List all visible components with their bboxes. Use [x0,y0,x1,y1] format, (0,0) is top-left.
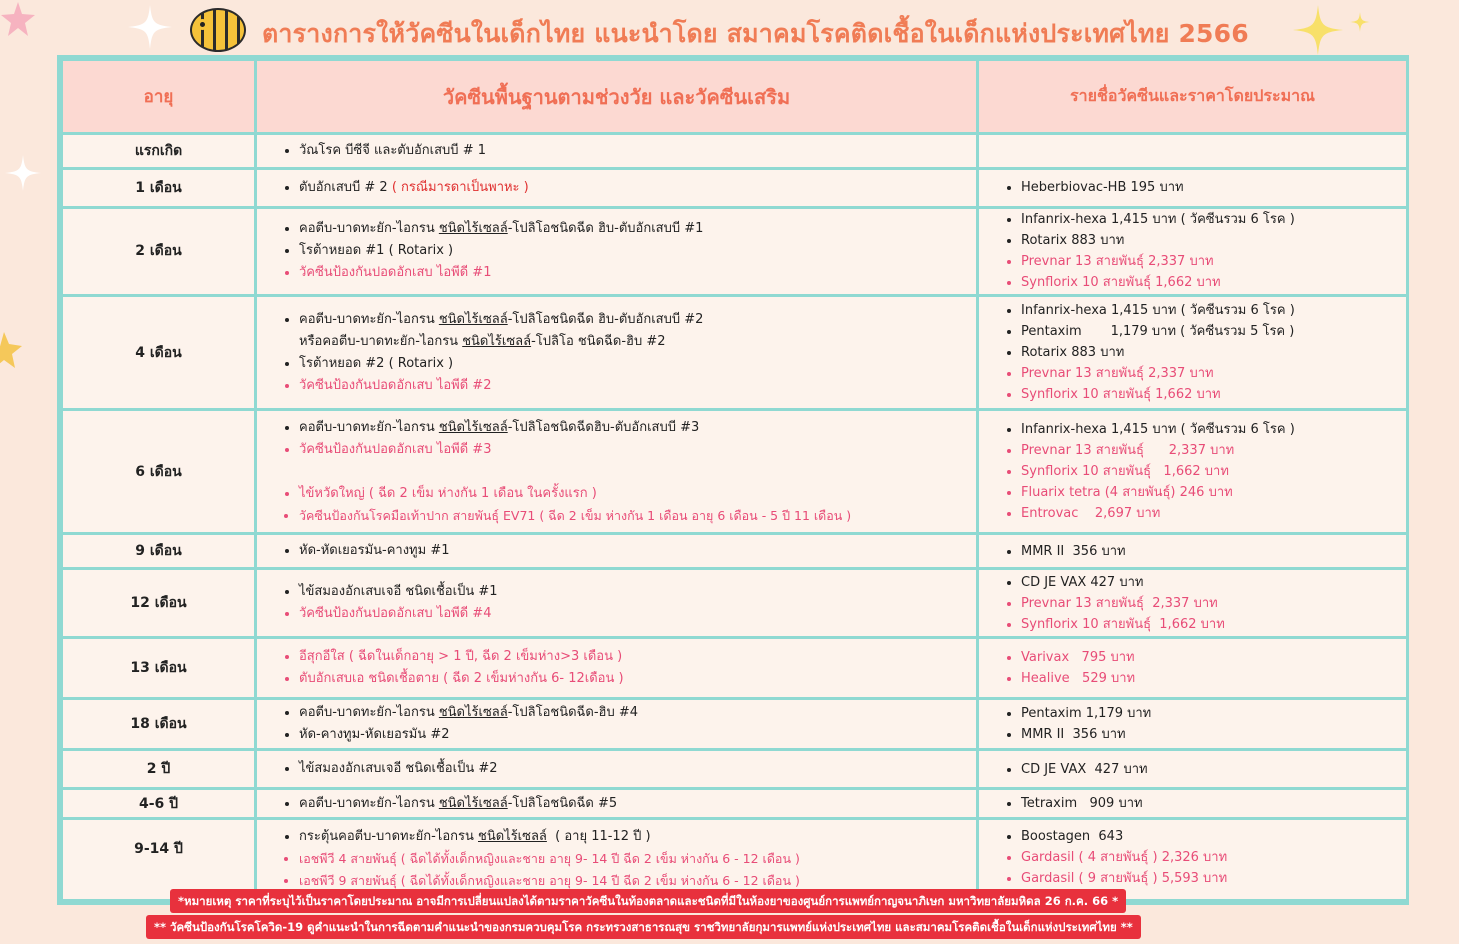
vaccine-item: • คอตีบ-บาดทะยัก-ไอกรน ชนิดไร้เซลล์-โปลิโอชนิดฉีด-ฮิบ #4 [299,702,976,724]
vaccine-item: • ไข้สมองอักเสบเจอี ชนิดเชื้อเป็น #1 [299,581,976,603]
price-item: • Synflorix 10 สายพันธุ์ 1,662 บาท [1021,384,1406,405]
vaccine-cell [256,638,978,699]
price-item: • MMR II 356 บาท [1021,724,1406,745]
price-cell [978,638,1408,699]
age-cell: 18 เดือน [62,699,256,750]
price-cell [978,296,1408,410]
sparkle-white-icon [5,155,41,191]
vaccine-cell [256,534,978,569]
price-cell [978,569,1408,638]
vaccine-item: • หัด-คางทูม-หัดเยอรมัน #2 [299,724,976,746]
price-item: • Rotarix 883 บาท [1021,342,1406,363]
vaccine-item: • เอชพีวี 4 สายพันธุ์ ( ฉีดได้ทั้งเด็กหญิงและชาย อายุ 9- 14 ปี ฉีด 2 เข็ม ห่างกัน 6 - 12 เดือน ) [299,848,976,870]
vaccine-cell [256,207,978,296]
vaccine-cell [256,296,978,410]
price-item: • CD JE VAX 427 บาท [1021,572,1406,593]
vaccine-item: • ตับอักเสบบี # 2 ( กรณีมารดาเป็นพาหะ ) [299,177,976,199]
price-item: • Infanrix-hexa 1,415 บาท ( วัคซีนรวม 6 โรค ) [1021,419,1406,440]
footnote-price: *หมายเหตุ ราคาที่ระบุไว้เป็นราคาโดยประมาณ อาจมีการเปลี่ยนแปลงได้ตามราคาวัคซีนในท้องตลาดและชนิดที่มีในห้องยาของศูนย์การแพทย์กาญจนาภิเษก มหาวิทยาลัยมหิดล 26 ก.ค. 66 * [170,889,1126,913]
vaccine-item: • หัด-หัดเยอรมัน-คางทูม #1 [299,540,976,562]
age-cell: 1 เดือน [62,168,256,207]
price-cell [978,750,1408,789]
price-item: • Healive 529 บาท [1021,668,1406,689]
page-title: ตารางการให้วัคซีนในเด็กไทย แนะนำโดย สมาคมโรคติดเชื้อในเด็กแห่งประเทศไทย 2566 [262,19,1249,48]
vaccine-cell [256,750,978,789]
price-cell [978,788,1408,819]
price-item: • Varivax 795 บาท [1021,647,1406,668]
age-cell: แรกเกิด [62,134,256,169]
vaccine-cell [256,569,978,638]
vaccine-cell [256,168,978,207]
table-header-row [62,60,1408,134]
table-row [62,168,1408,207]
vaccine-item: • วัคซีนป้องกันโรคมือเท้าปาก สายพันธุ์ EV71 ( ฉีด 2 เข็ม ห่างกัน 1 เดือน อายุ 6 เดือน - 5 ปี 11 เดือน ) [299,505,976,527]
price-item: • MMR II 356 บาท [1021,541,1406,562]
table-row [62,638,1408,699]
price-cell [978,699,1408,750]
vaccine-cell [256,788,978,819]
price-item: • Prevnar 13 สายพันธุ์ 2,337 บาท [1021,251,1406,272]
price-item: • CD JE VAX 427 บาท [1021,759,1406,780]
price-cell [978,168,1408,207]
vaccine-cell [256,410,978,534]
price-item: • Prevnar 13 สายพันธุ์ 2,337 บาท [1021,593,1406,614]
price-item: • Rotarix 883 บาท [1021,230,1406,251]
age-cell: 9 เดือน [62,534,256,569]
vaccine-schedule-table [57,55,1409,905]
table-row [62,410,1408,534]
sparkle-icon [128,5,172,49]
price-cell [978,534,1408,569]
vaccine-cell [256,134,978,169]
price-item: • Fluarix tetra (4 สายพันธุ์) 246 บาท [1021,482,1406,503]
vaccine-item: • วัคซีนป้องกันปอดอักเสบ ไอพีดี #3 [299,439,976,461]
vaccine-item: • เอชพีวี 9 สายพันธุ์ ( ฉีดได้ทั้งเด็กหญิงและชาย อายุ 9- 14 ปี ฉีด 2 เข็ม ห่างกัน 6 - 12 เดือน ) [299,870,976,892]
header-vaccines: วัคซีนพื้นฐานตามช่วงวัย และวัคซีนเสริม [256,60,978,134]
table-row [62,699,1408,750]
vaccine-item: • คอตีบ-บาดทะยัก-ไอกรน ชนิดไร้เซลล์-โปลิโอชนิดฉีด ฮิบ-ตับอักเสบบี #1 [299,218,976,240]
vaccine-item: • ไข้หวัดใหญ่ ( ฉีด 2 เข็ม ห่างกัน 1 เดือน ในครั้งแรก ) [299,483,976,505]
price-cell [978,207,1408,296]
vaccine-item: • คอตีบ-บาดทะยัก-ไอกรน ชนิดไร้เซลล์-โปลิโอชนิดฉีด #5 [299,793,976,815]
vaccine-item: • ตับอักเสบเอ ชนิดเชื้อตาย ( ฉีด 2 เข็มห่างกัน 6- 12เดือน ) [299,668,976,690]
table-row [62,750,1408,789]
vaccine-item: • วัคซีนป้องกันปอดอักเสบ ไอพีดี #4 [299,603,976,625]
price-item: • Infanrix-hexa 1,415 บาท ( วัคซีนรวม 6 โรค ) [1021,209,1406,230]
table-row [62,569,1408,638]
age-cell: 13 เดือน [62,638,256,699]
age-cell: 6 เดือน [62,410,256,534]
price-item: • Heberbiovac-HB 195 บาท [1021,177,1406,198]
price-item: • Gardasil ( 4 สายพันธุ์ ) 2,326 บาท [1021,847,1406,868]
vaccine-item: • ไข้สมองอักเสบเจอี ชนิดเชื้อเป็น #2 [299,758,976,780]
price-cell [978,134,1408,169]
price-item: • Prevnar 13 สายพันธุ์ 2,337 บาท [1021,363,1406,384]
price-item: • Gardasil ( 9 สายพันธุ์ ) 5,593 บาท [1021,868,1406,889]
price-item: • Synflorix 10 สายพันธุ์ 1,662 บาท [1021,461,1406,482]
price-item: • Prevnar 13 สายพันธุ์ 2,337 บาท [1021,440,1406,461]
bee-icon [190,8,246,52]
table-row [62,534,1408,569]
vaccine-item: • วัณโรค บีซีจี และตับอักเสบบี # 1 [299,140,976,162]
star-decoration-icon [0,0,40,40]
table-row [62,296,1408,410]
header-age: อายุ [62,60,256,134]
vaccine-cell [256,699,978,750]
footnote-covid: ** วัคซีนป้องกันโรคโควิด-19 ดูคำแนะนำในการฉีดตามคำแนะนำของกรมควบคุมโรค กระทรวงสาธารณสุข ราชวิทยาลัยกุมารแพทย์แห่งประเทศไทย และสมาคมโรคติดเชื้อในเด็กแห่งประเทศไทย ** [146,915,1141,939]
table-row [62,788,1408,819]
vaccine-item: • คอตีบ-บาดทะยัก-ไอกรน ชนิดไร้เซลล์-โปลิโอชนิดฉีดฮิบ-ตับอักเสบบี #3 [299,417,976,439]
vaccine-item: • วัคซีนป้องกันปอดอักเสบ ไอพีดี #2 [299,375,976,397]
price-item: • Tetraxim 909 บาท [1021,793,1406,814]
star-yellow-icon [0,330,24,370]
vaccine-item: • โรต้าหยอด #2 ( Rotarix ) [299,353,976,375]
age-cell: 4 เดือน [62,296,256,410]
age-cell: 2 เดือน [62,207,256,296]
price-item: • Pentaxim 1,179 บาท [1021,703,1406,724]
price-item: • Pentaxim 1,179 บาท ( วัคซีนรวม 5 โรค ) [1021,321,1406,342]
table-row [62,134,1408,169]
vaccine-item: • โรต้าหยอด #1 ( Rotarix ) [299,240,976,262]
header-prices: รายชื่อวัคซีนและราคาโดยประมาณ [978,60,1408,134]
age-cell: 9-14 ปี [62,819,256,901]
vaccine-item: • วัคซีนป้องกันปอดอักเสบ ไอพีดี #1 [299,262,976,284]
vaccine-item: • อีสุกอีใส ( ฉีดในเด็กอายุ > 1 ปี, ฉีด 2 เข็มห่าง>3 เดือน ) [299,646,976,668]
vaccine-item: • คอตีบ-บาดทะยัก-ไอกรน ชนิดไร้เซลล์-โปลิโอชนิดฉีด ฮิบ-ตับอักเสบบี #2 หรือคอตีบ-บาดทะยัก-ไอกรน ชนิดไร้เซลล์-โปลิโอ ชนิดฉีด-ฮิบ #2 [299,309,976,353]
age-cell: 2 ปี [62,750,256,789]
age-cell: 4-6 ปี [62,788,256,819]
vaccine-item: • กระตุ้นคอตีบ-บาดทะยัก-ไอกรน ชนิดไร้เซลล์ ( อายุ 11-12 ปี ) [299,826,976,848]
price-item: • Entrovac 2,697 บาท [1021,503,1406,524]
table-row [62,207,1408,296]
price-item: • Boostagen 643 [1021,826,1406,847]
price-item: • Infanrix-hexa 1,415 บาท ( วัคซีนรวม 6 โรค ) [1021,300,1406,321]
price-cell [978,410,1408,534]
price-item: • Synflorix 10 สายพันธุ์ 1,662 บาท [1021,614,1406,635]
price-item: • Synflorix 10 สายพันธุ์ 1,662 บาท [1021,272,1406,293]
age-cell: 12 เดือน [62,569,256,638]
